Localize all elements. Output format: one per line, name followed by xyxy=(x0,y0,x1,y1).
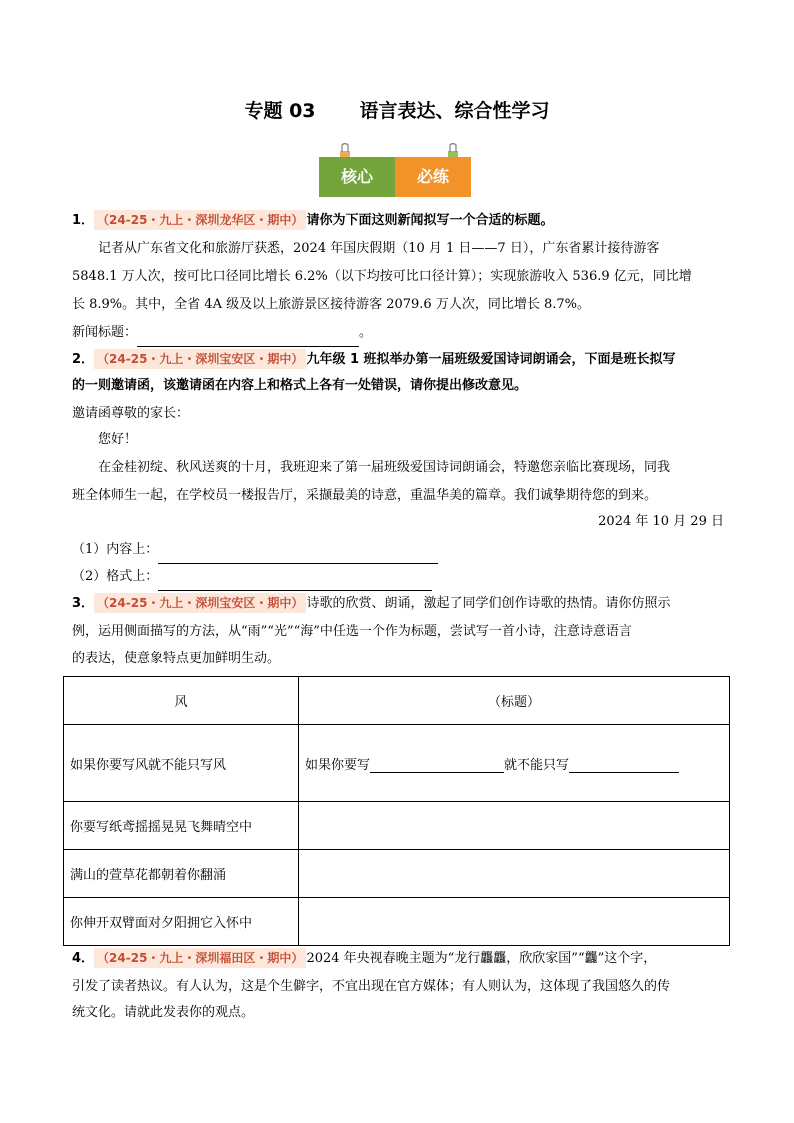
question-text: 引发了读者热议。有人认为，这是个生僻字，不宜出现在官方媒体；有人则认为，这体现了我国悠久的传 xyxy=(72,979,671,994)
source-tag: （24-25・九上・深圳宝安区・期中） xyxy=(94,349,306,369)
question-text: 诗歌的欣赏、朗诵，激起了同学们创作诗歌的热情。请你仿照示 xyxy=(306,596,671,611)
prompt-fragment: 就不能只写 xyxy=(504,757,570,773)
question-text: 的表达，使意象特点更加鲜明生动。 xyxy=(72,651,281,666)
answer-line-content xyxy=(72,536,724,564)
poem-blank[interactable] xyxy=(569,754,679,773)
example-line: 满山的萱草花都朝着你翻涌 xyxy=(64,850,299,898)
question-text: 统文化。请就此发表你的观点。 xyxy=(72,1005,255,1020)
question-number: 4． xyxy=(72,951,95,966)
source-tag: （24-25・九上・深圳福田区・期中） xyxy=(94,948,306,968)
answer-label: （1）内容上： xyxy=(72,542,159,557)
page-title xyxy=(0,96,794,123)
answer-end: 。 xyxy=(359,325,373,340)
poem-table xyxy=(63,676,730,946)
poem-blank[interactable] xyxy=(370,754,504,773)
question-number: 3． xyxy=(72,596,95,611)
example-line: 你伸开双臂面对夕阳拥它入怀中 xyxy=(64,898,299,946)
source-tag: （24-25・九上・深圳宝安区・期中） xyxy=(94,593,306,613)
question-text: 的一则邀请函，该邀请函在内容上和格式上各有一处错误，请你提出修改意见。 xyxy=(72,378,528,393)
question-number: 2． xyxy=(72,352,95,367)
poem-line-cell[interactable] xyxy=(299,850,730,898)
answer-label: 新闻标题： xyxy=(72,325,138,340)
column-header-wind: 风 xyxy=(64,677,299,725)
poem-line-cell[interactable] xyxy=(299,898,730,946)
letter-date: 2024 年 10 月 29 日 xyxy=(598,514,724,529)
question-2-prompt xyxy=(72,346,724,374)
badge-practice: 必练 xyxy=(395,157,471,197)
question-text: 例，运用侧面描写的方法，从“雨”“光”“海”中任选一个作为标题，尝试写一首小诗，注意诗意语言 xyxy=(72,624,632,639)
question-1-prompt xyxy=(72,207,724,235)
badge-core: 核心 xyxy=(319,157,395,197)
question-4-prompt xyxy=(72,945,724,973)
column-header-title[interactable]: （标题） xyxy=(299,677,730,725)
headline-blank[interactable] xyxy=(137,328,359,347)
letter-greeting: 您好！ xyxy=(98,432,138,447)
table-row xyxy=(64,802,730,850)
table-row xyxy=(64,850,730,898)
question-text: 九年级 1 班拟举办第一届班级爱国诗词朗诵会，下面是班长拟写 xyxy=(306,352,676,367)
example-line: 你要写纸鸢摇摇晃晃飞舞晴空中 xyxy=(64,802,299,850)
letter-body: 在金桂初绽、秋风送爽的十月，我班迎来了第一届班级爱国诗词朗诵会，特邀您亲临比赛现场，同我 xyxy=(98,460,671,475)
answer-line-format xyxy=(72,563,724,591)
core-practice-badge xyxy=(319,143,472,198)
format-blank[interactable] xyxy=(158,572,432,591)
poem-line-cell xyxy=(299,725,730,802)
letter-body: 班全体师生一起，在学校员一楼报告厅，采撷最美的诗意，重温华美的篇章。我们诚挚期待您的到来。 xyxy=(72,488,658,503)
source-tag: （24-25・九上・深圳龙华区・期中） xyxy=(94,210,306,230)
table-row xyxy=(64,898,730,946)
answer-label: （2）格式上： xyxy=(72,569,159,584)
topic-number: 专题 03 xyxy=(244,100,316,122)
content-blank[interactable] xyxy=(158,545,438,564)
news-line: 长 8.9%。其中，全省 4A 级及以上旅游景区接待游客 2079.6 万人次，同比增长 8.7%。 xyxy=(72,297,590,312)
news-line: 记者从广东省文化和旅游厅获悉，2024 年国庆假期（10 月 1 日——7 日），广东省累计接待游客 xyxy=(98,241,660,256)
question-text: 请你为下面这则新闻拟写一个合适的标题。 xyxy=(306,213,554,228)
table-header-row xyxy=(64,677,730,725)
news-line: 5848.1 万人次，按可比口径同比增长 6.2%（以下均按可比口径计算）；实现旅游收入 536.9 亿元，同比增 xyxy=(72,269,692,284)
question-number: 1． xyxy=(72,213,95,228)
letter-salutation: 邀请函尊敬的家长： xyxy=(72,406,190,421)
question-3-prompt xyxy=(72,590,724,618)
example-line: 如果你要写风就不能只写风 xyxy=(64,725,299,802)
topic-title: 语言表达、综合性学习 xyxy=(359,100,550,122)
prompt-fragment: 如果你要写 xyxy=(305,757,371,773)
table-row xyxy=(64,725,730,802)
answer-line-headline xyxy=(72,319,724,347)
poem-line-cell[interactable] xyxy=(299,802,730,850)
question-text: 2024 年央视春晚主题为“龙行龘龘，欣欣家国”“龘”这个字， xyxy=(306,951,657,966)
